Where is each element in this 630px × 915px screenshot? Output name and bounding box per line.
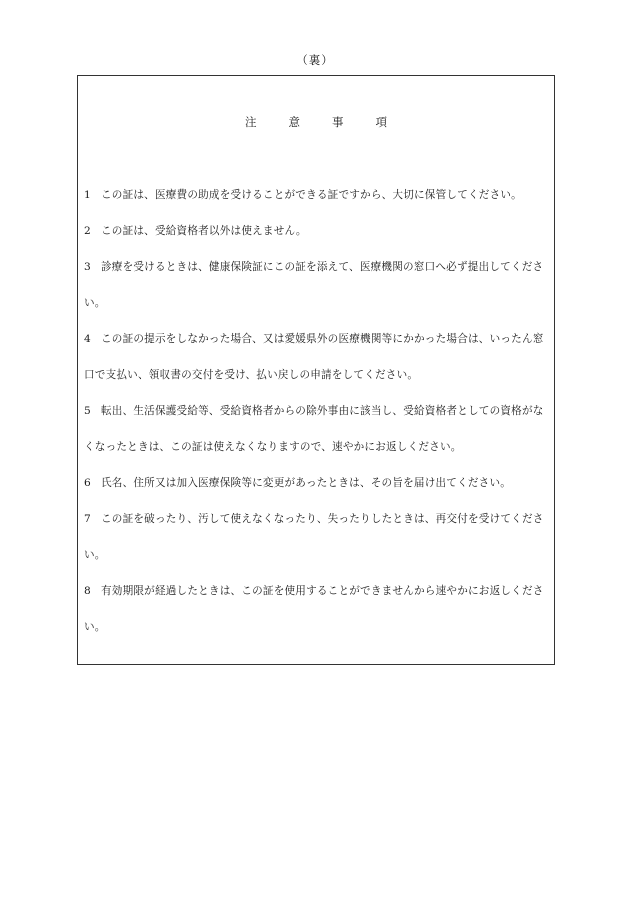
- note-text: この証は、受給資格者以外は使えません。: [101, 225, 307, 237]
- note-number: 7: [84, 513, 91, 525]
- note-text: 有効期限が経過したときは、この証を使用することができませんから速やかにお返しください。: [84, 585, 544, 633]
- note-item-6: [84, 465, 554, 501]
- note-number: 5: [84, 405, 91, 417]
- note-item-1: [84, 177, 554, 213]
- note-text: 診療を受けるときは、健康保険証にこの証を添えて、医療機関の窓口へ必ず提出してください。: [84, 261, 544, 309]
- note-number: 4: [84, 333, 91, 345]
- note-item-5: [84, 393, 554, 465]
- note-text: この証は、医療費の助成を受けることができる証ですから、大切に保管してください。: [101, 189, 522, 201]
- note-number: 3: [84, 261, 91, 273]
- notice-heading: 注意事項: [245, 115, 419, 129]
- page-side-label: （裏）: [296, 53, 334, 67]
- note-item-4: [84, 321, 554, 393]
- note-text: この証を破ったり、汚して使えなくなったり、失ったりしたときは、再交付を受けてください。: [84, 513, 544, 561]
- note-item-3: [84, 249, 554, 321]
- note-item-8: [84, 573, 554, 645]
- note-text: 氏名、住所又は加入医療保険等に変更があったときは、その旨を届け出てください。: [101, 477, 512, 489]
- note-number: 2: [84, 225, 91, 237]
- note-item-7: [84, 501, 554, 573]
- note-number: 1: [84, 189, 91, 201]
- notice-frame: [77, 75, 555, 665]
- note-number: 8: [84, 585, 91, 597]
- note-text: 転出、生活保護受給等、受給資格者からの除外事由に該当し、受給資格者としての資格がなくなったときは、この証は使えなくなりますので、速やかにお返しください。: [84, 405, 544, 453]
- note-text: この証の提示をしなかった場合、又は愛媛県外の医療機関等にかかった場合は、いったん窓口で支払い、領収書の交付を受け、払い戻しの申請をしてください。: [84, 333, 544, 381]
- note-item-2: [84, 213, 554, 249]
- note-number: 6: [84, 477, 91, 489]
- notes-list: [84, 177, 554, 645]
